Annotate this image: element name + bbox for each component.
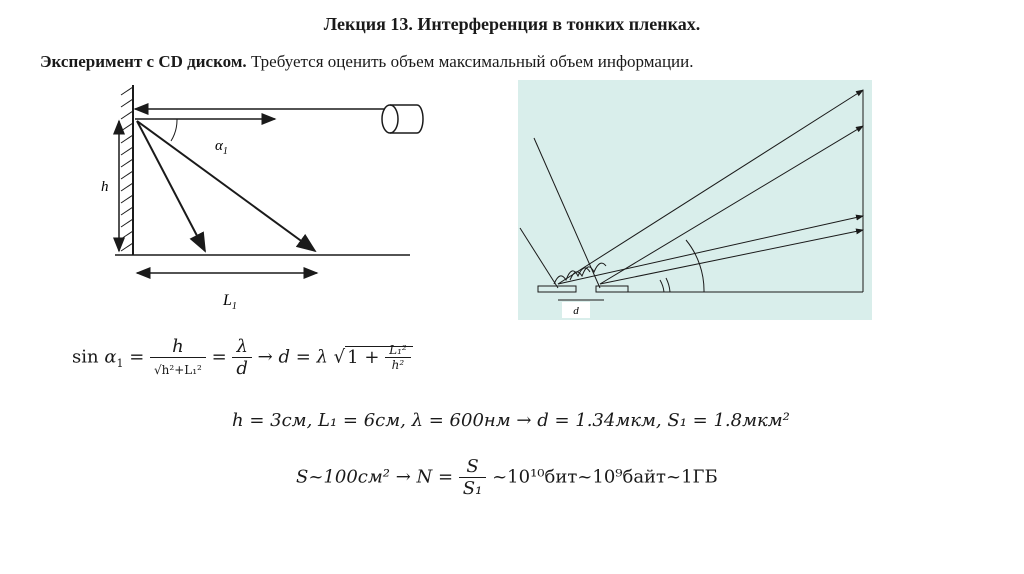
alpha-label: $\alpha_1$ [215,138,228,157]
L-label: $L_1$ [223,292,237,312]
laser-source [382,105,423,133]
slide-title: Лекция 13. Интерференция в тонких пленках. [323,14,701,34]
left-diagram [95,85,435,325]
wall-hatching [121,87,133,251]
right-diagram-background [518,80,872,320]
subtitle-bold: Эксперимент с CD диском. [40,52,247,71]
formula-2: h = 3см, L₁ = 6см, λ = 600нм → d = 1.34мкм, S₁ = 1.8мкм² [232,410,790,431]
formula-1: $\sin \alpha_1$ = $\frac{h}{\text{√h²+L₁²}}$ = $\frac{\lambda}{d}$ → d = λ √ 1 + $\frac{\text{L₁²}}{\text{h²}}$ [72,336,413,379]
formula-3: S~100см² → N = $\frac{S}{\text{S₁}}$ ~10¹⁰бит~10⁹байт~1ГБ [296,456,718,499]
slide-subtitle [40,52,694,72]
diffracted-ray-2 [137,121,315,251]
subtitle-rest: Требуется оценить объем максимальный объем информации. [246,52,694,71]
angle-arc [171,119,177,141]
d-label: d [573,305,579,317]
right-diagram [518,80,872,320]
h-label: h [101,179,109,195]
